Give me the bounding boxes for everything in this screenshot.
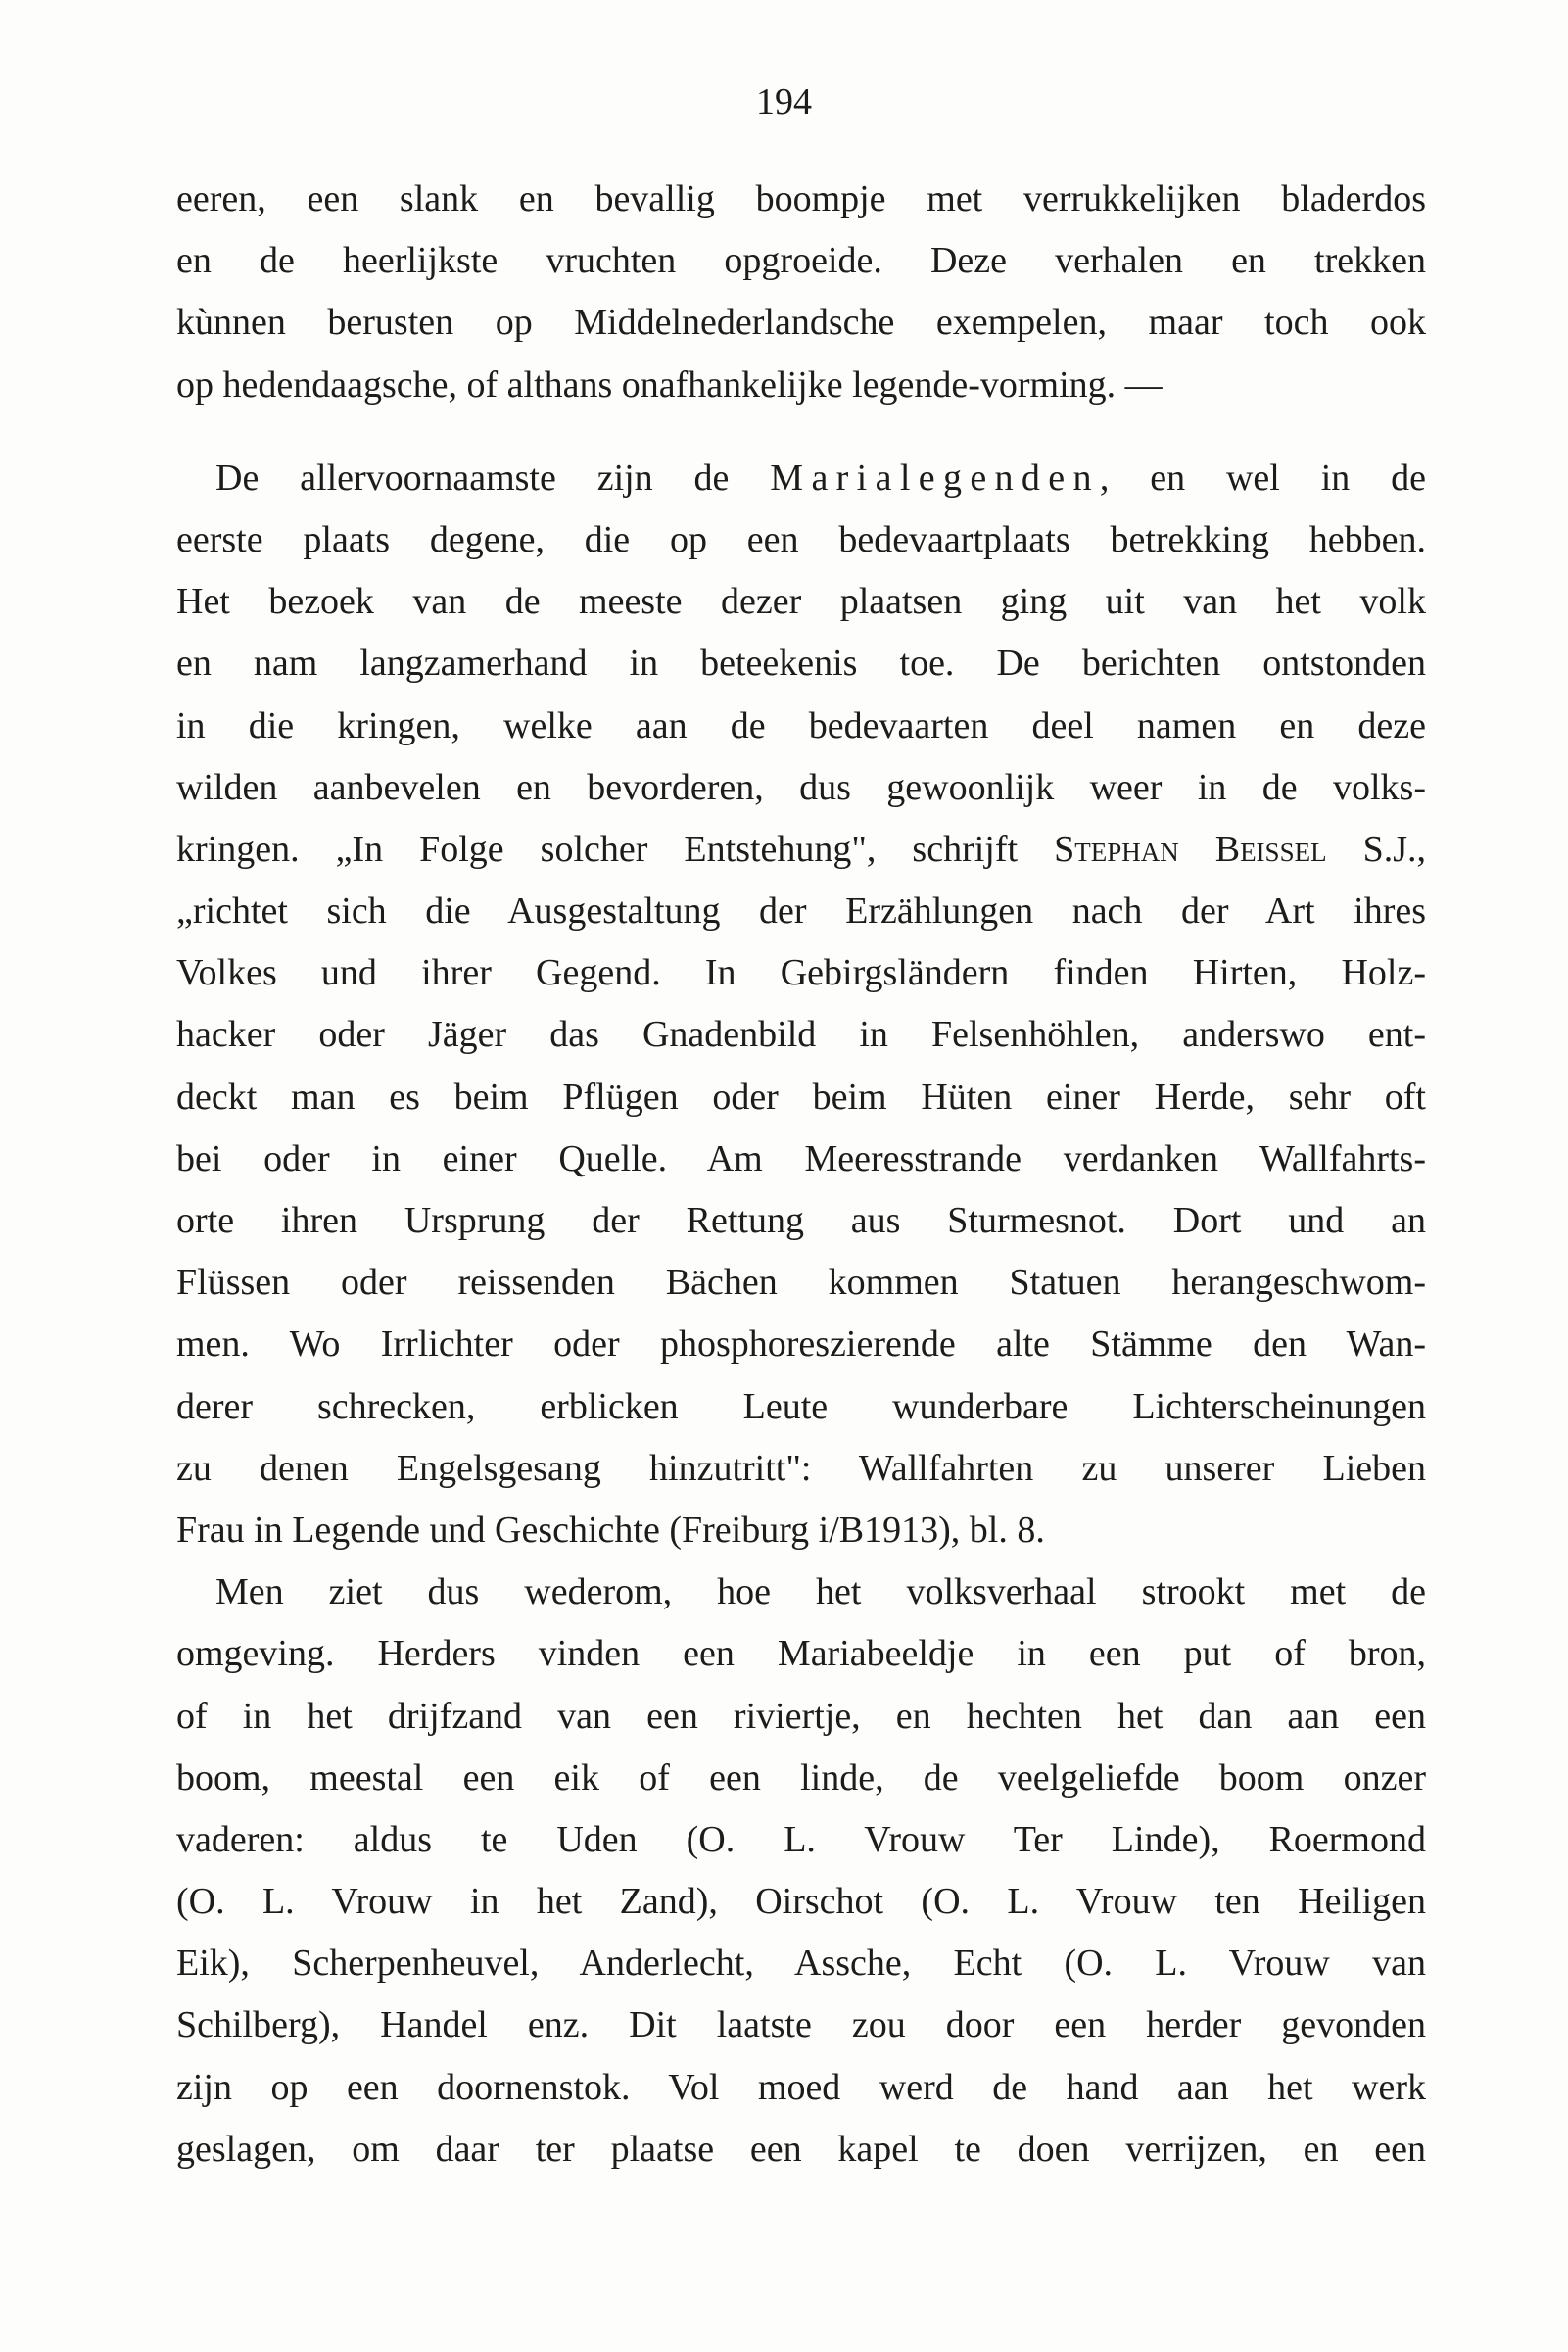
text-line: bei oder in einer Quelle. Am Meeresstrande verdanken Wallfahrts- [176,1137,1426,1179]
text-line: eerste plaats degene, die op een bedevaartplaats betrekking hebben. [176,518,1426,560]
text-line: Flüssen oder reissenden Bächen kommen Statuen herangeschwom- [176,1262,1426,1304]
text-line: en de heerlijkste vruchten opgroeide. Deze verhalen en trekken [176,240,1426,282]
text-line: omgeving. Herders vinden een Mariabeeldje in een put of bron, [176,1633,1426,1675]
text-line: Het bezoek van de meeste dezer plaatsen ging uit van het volk [176,581,1426,623]
text-line: Volkes und ihrer Gegend. In Gebirgsländern finden Hirten, Holz- [176,952,1426,994]
text-line: orte ihren Ursprung der Rettung aus Sturmesnot. Dort und an [176,1200,1426,1241]
text-line: kùnnen berusten op Middelnederlandsche exempelen, maar toch ook [176,302,1426,344]
text-line: vaderen: aldus te Uden (O. L. Vrouw Ter Linde), Roermond [176,1818,1426,1860]
line-text: S.J., [1326,828,1427,870]
text-line: Frau in Legende und Geschichte (Freiburg i/B1913), bl. 8. [176,1509,1045,1551]
text-line: boom, meestal een eik of een linde, de veelgeliefde boom onzer [176,1756,1426,1799]
paragraph-gap [176,416,1426,448]
text-line: zijn op een doornenstok. Vol moed werd de hand aan het werk [176,2066,1426,2108]
text-line: hacker oder Jäger das Gnadenbild in Felsenhöhlen, anderswo ent- [176,1014,1426,1056]
text-line: Eik), Scherpenheuvel, Anderlecht, Assche, Echt (O. L. Vrouw van [176,1943,1426,1985]
text-line: op hedendaagsche, of althans onafhankelijke legende-vorming. — [176,363,1163,406]
text-line: (O. L. Vrouw in het Zand), Oirschot (O. L. Vrouw ten Heiligen [176,1881,1426,1923]
text-line: „richtet sich die Ausgestaltung der Erzählungen nach der Art ihres [176,890,1426,933]
text-line: deckt man es beim Pflügen oder beim Hüten einer Herde, sehr oft [176,1076,1426,1118]
body-text [176,168,1426,2181]
text-line: zu denen Engelsgesang hinzutritt": Wallfahrten zu unserer Lieben [176,1447,1426,1489]
author-name: Stephan Beissel [1054,828,1327,870]
page-number: 194 [756,81,812,122]
line-text: De allervoornaamste zijn de [215,456,771,499]
text-line: en nam langzamerhand in beteekenis toe. De berichten ontstonden [176,643,1426,685]
text-line: of in het drijfzand van een riviertje, en hechten het dan aan een [176,1695,1426,1737]
text-line: wilden aanbevelen en bevorderen, dus gewoonlijk weer in de volks- [176,766,1426,808]
line-text: , en wel in de [1099,456,1426,499]
spaced-keyword: Marialegenden [770,456,1100,499]
paragraph-folk-tales [176,1561,1426,2181]
paragraph-maria-legends [176,448,1426,1561]
paragraph-legends-origin [176,168,1426,416]
text-line: geslagen, om daar ter plaatse een kapel te doen verrijzen, en een [176,2128,1426,2170]
text-line: Men ziet dus wederom, hoe het volksverhaal strookt met de [215,1571,1426,1613]
text-line [176,448,1426,509]
text-line: in die kringen, welke aan de bedevaarten deel namen en deze [176,704,1426,746]
text-line: Schilberg), Handel enz. Dit laatste zou door een herder gevonden [176,2004,1426,2046]
line-text: kringen. „In Folge solcher Entstehung", schrijft [176,828,1055,870]
text-line: men. Wo Irrlichter oder phosphoreszierende alte Stämme den Wan- [176,1323,1426,1366]
text-line: eeren, een slank en bevallig boompje met verrukkelijken bladerdos [176,178,1426,219]
text-line: derer schrecken, erblicken Leute wunderbare Lichterscheinungen [176,1385,1426,1427]
text-line [176,819,1426,881]
